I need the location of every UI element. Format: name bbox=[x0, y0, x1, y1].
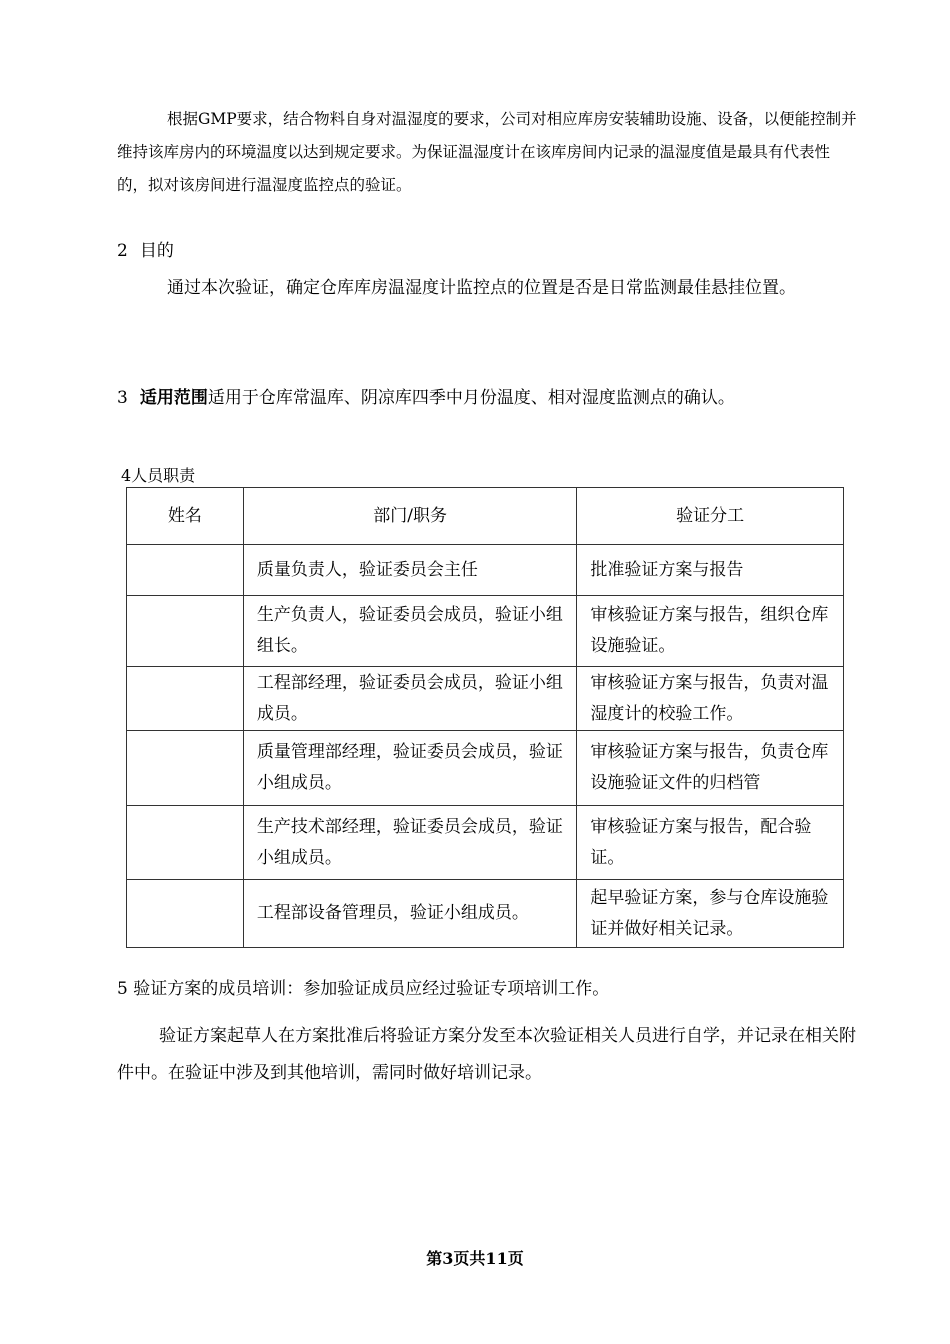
table-row bbox=[127, 545, 844, 596]
table-row bbox=[127, 667, 844, 731]
cell-dept: 工程部经理，验证委员会成员，验证小组成员。 bbox=[243, 667, 577, 731]
cell-dept: 生产技术部经理，验证委员会成员，验证小组成员。 bbox=[243, 806, 577, 880]
cell-name bbox=[127, 806, 244, 880]
cell-name bbox=[127, 667, 244, 731]
intro-paragraph: 根据GMP要求，结合物料自身对温湿度的要求，公司对相应库房安装辅助设施、设备，以便能控制并维持该库房内的环境温度以达到规定要求。为保证温湿度计在该库房间内记录的温湿度值是最具有代表性的，拟对该房间进行温湿度监控点的验证。 bbox=[117, 110, 857, 194]
table-header-row bbox=[127, 488, 844, 545]
section-2-heading bbox=[117, 237, 174, 265]
header-task: 验证分工 bbox=[577, 488, 844, 545]
cell-task: 审核验证方案与报告，组织仓库设施验证。 bbox=[577, 596, 844, 667]
cell-name bbox=[127, 731, 244, 806]
table-row bbox=[127, 806, 844, 880]
section-5-heading: 5 验证方案的成员培训：参加验证成员应经过验证专项培训工作。 bbox=[117, 979, 610, 999]
page-number-footer: 第3页共11页 bbox=[426, 1249, 524, 1268]
header-dept: 部门/职务 bbox=[243, 488, 577, 545]
section-5-paragraph: 验证方案起草人在方案批准后将验证方案分发至本次验证相关人员进行自学，并记录在相关附件中。在验证中涉及到其他培训，需同时做好培训记录。 bbox=[117, 1026, 856, 1083]
cell-task: 审核验证方案与报告，配合验证。 bbox=[577, 806, 844, 880]
cell-dept: 生产负责人，验证委员会成员，验证小组组长。 bbox=[243, 596, 577, 667]
section-4-title: 4人员职责 bbox=[121, 466, 196, 485]
section-3-title: 适用范围 bbox=[139, 388, 208, 408]
table-row bbox=[127, 880, 844, 948]
cell-task: 审核验证方案与报告，负责仓库设施验证文件的归档管 bbox=[577, 731, 844, 806]
cell-name bbox=[127, 545, 244, 596]
cell-dept: 工程部设备管理员，验证小组成员。 bbox=[243, 880, 577, 948]
section-2-paragraph: 通过本次验证，确定仓库库房温湿度计监控点的位置是否是日常监测最佳悬挂位置。 bbox=[167, 278, 796, 298]
section-3-text: 适用于仓库常温库、阴凉库四季中月份温度、相对湿度监测点的确认。 bbox=[207, 388, 735, 408]
section-3-heading bbox=[117, 384, 735, 412]
cell-dept: 质量管理部经理，验证委员会成员，验证小组成员。 bbox=[243, 731, 577, 806]
cell-name bbox=[127, 596, 244, 667]
header-name: 姓名 bbox=[127, 488, 244, 545]
cell-task: 批准验证方案与报告 bbox=[577, 545, 844, 596]
cell-name bbox=[127, 880, 244, 948]
table-row bbox=[127, 596, 844, 667]
section-2-number: 2 bbox=[117, 241, 128, 261]
table-row bbox=[127, 731, 844, 806]
cell-dept: 质量负责人，验证委员会主任 bbox=[243, 545, 577, 596]
cell-task: 起早验证方案，参与仓库设施验证并做好相关记录。 bbox=[577, 880, 844, 948]
section-2-title: 目的 bbox=[139, 241, 174, 261]
roles-table bbox=[126, 487, 844, 948]
section-3-number: 3 bbox=[117, 388, 128, 408]
cell-task: 审核验证方案与报告，负责对温湿度计的校验工作。 bbox=[577, 667, 844, 731]
